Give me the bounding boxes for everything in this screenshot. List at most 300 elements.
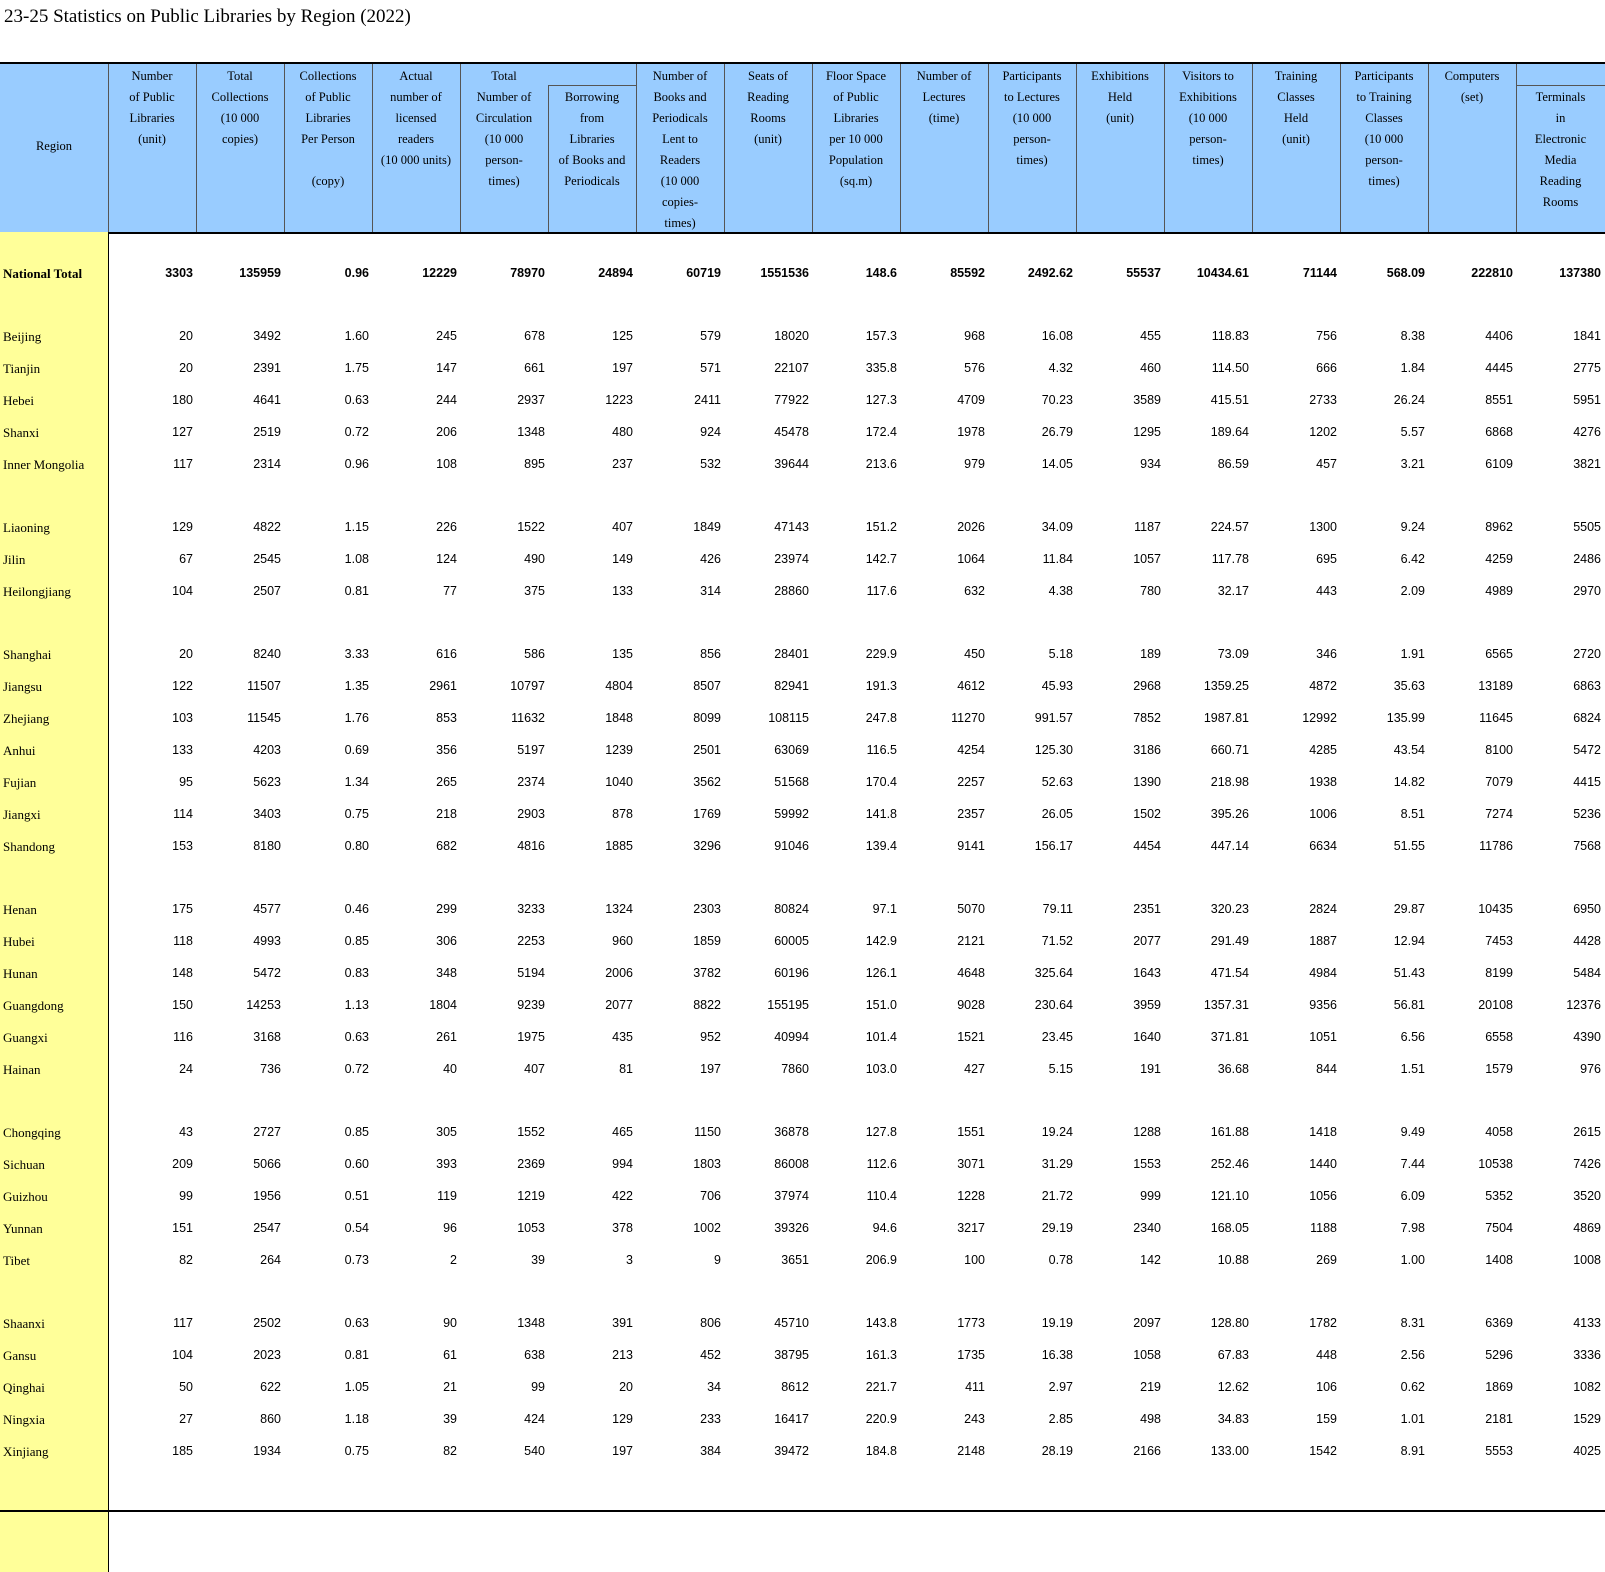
table-row — [0, 799, 1605, 831]
cell-value: 1008 — [1573, 1253, 1601, 1267]
cell-value: 1987.81 — [1203, 711, 1249, 725]
cell-value: 1975 — [517, 1030, 545, 1044]
cell-value: 122 — [172, 679, 193, 693]
header-line: times) — [1016, 153, 1048, 167]
cell-value: 128.80 — [1210, 1316, 1249, 1330]
cell-value: 27 — [179, 1412, 193, 1426]
cell-value: 2615 — [1573, 1125, 1601, 1139]
region-name: Yunnan — [3, 1221, 43, 1236]
cell-value: 82 — [179, 1253, 193, 1267]
cell-value: 4133 — [1573, 1316, 1601, 1330]
region-name: Tianjin — [3, 361, 41, 376]
region-name: Heilongjiang — [3, 584, 71, 599]
cell-value: 1887 — [1309, 934, 1337, 948]
cell-value: 82941 — [774, 679, 809, 693]
header-line: Libraries — [305, 111, 351, 125]
cell-value: 1359.25 — [1203, 679, 1249, 693]
statistics-table — [0, 62, 1605, 234]
header-col-8 — [724, 64, 812, 232]
cell-value: 2.09 — [1400, 584, 1425, 598]
cell-value: 23.45 — [1041, 1030, 1073, 1044]
cell-value: 2727 — [253, 1125, 281, 1139]
cell-value: 2374 — [517, 775, 545, 789]
cell-value: 9356 — [1309, 998, 1337, 1012]
region-name: Guangxi — [3, 1030, 48, 1045]
cell-value: 52.63 — [1041, 775, 1073, 789]
cell-value: 1551536 — [760, 266, 809, 280]
table-row — [0, 1054, 1605, 1086]
header-line: Collections — [299, 69, 357, 83]
cell-value: 5472 — [253, 966, 281, 980]
table-row — [0, 703, 1605, 735]
cell-value: 0.63 — [344, 1030, 369, 1044]
cell-value: 1804 — [429, 998, 457, 1012]
cell-value: 4984 — [1309, 966, 1337, 980]
cell-value: 1521 — [957, 1030, 985, 1044]
cell-value: 1956 — [253, 1189, 281, 1203]
cell-value: 10797 — [510, 679, 545, 693]
region-name: Hubei — [3, 934, 35, 949]
cell-value: 16.38 — [1041, 1348, 1073, 1362]
cell-value: 895 — [524, 457, 545, 471]
cell-value: 151.0 — [865, 998, 897, 1012]
cell-value: 1803 — [693, 1157, 721, 1171]
cell-value: 206 — [436, 425, 457, 439]
header-line: times) — [488, 174, 520, 188]
table-row — [0, 385, 1605, 417]
cell-value: 38795 — [774, 1348, 809, 1362]
cell-value: 78970 — [510, 266, 545, 280]
table-row — [0, 1117, 1605, 1149]
cell-value: 1782 — [1309, 1316, 1337, 1330]
header-line: Libraries — [833, 111, 879, 125]
cell-value: 55537 — [1126, 266, 1161, 280]
header-line: (unit) — [1106, 111, 1134, 125]
cell-value: 5484 — [1573, 966, 1601, 980]
cell-value: 1522 — [517, 520, 545, 534]
cell-value: 22107 — [774, 361, 809, 375]
cell-value: 11632 — [511, 711, 545, 725]
cell-value: 7274 — [1485, 807, 1513, 821]
cell-value: 117 — [173, 1316, 193, 1330]
cell-value: 457 — [1316, 457, 1337, 471]
header-line: Total — [491, 69, 517, 83]
cell-value: 135959 — [239, 266, 281, 280]
table-row — [0, 1436, 1605, 1468]
cell-value: 860 — [260, 1412, 281, 1426]
cell-value: 11270 — [951, 711, 985, 725]
cell-value: 411 — [965, 1380, 985, 1394]
cell-value: 56.81 — [1393, 998, 1425, 1012]
region-name: Hunan — [3, 966, 38, 981]
header-line: Readers — [659, 153, 701, 167]
cell-value: 375 — [524, 584, 545, 598]
region-name: Fujian — [3, 775, 37, 790]
table-row — [0, 1213, 1605, 1245]
region-name: Hebei — [3, 393, 35, 408]
cell-value: 153 — [172, 839, 193, 853]
cell-value: 1773 — [957, 1316, 985, 1330]
cell-value: 101.4 — [865, 1030, 897, 1044]
cell-value: 112.6 — [866, 1157, 897, 1171]
cell-value: 5296 — [1485, 1348, 1513, 1362]
cell-value: 0.54 — [344, 1221, 369, 1235]
cell-value: 7.98 — [1400, 1221, 1425, 1235]
cell-value: 189.64 — [1210, 425, 1249, 439]
header-line: Held — [1283, 111, 1309, 125]
header-line: (time) — [928, 111, 960, 125]
region-name: Liaoning — [3, 520, 50, 535]
table-row — [0, 894, 1605, 926]
cell-value: 14253 — [246, 998, 281, 1012]
header-line: of Public — [305, 90, 351, 104]
cell-value: 100 — [964, 1253, 985, 1267]
cell-value: 108 — [436, 457, 457, 471]
cell-value: 378 — [612, 1221, 633, 1235]
cell-value: 1.15 — [344, 520, 369, 534]
cell-value: 424 — [524, 1412, 545, 1426]
cell-value: 77 — [443, 584, 457, 598]
cell-value: 12376 — [1566, 998, 1601, 1012]
cell-value: 3303 — [165, 266, 193, 280]
header-line: Number of — [476, 90, 532, 104]
cell-value: 45478 — [774, 425, 809, 439]
cell-value: 571 — [700, 361, 721, 375]
table-row — [0, 417, 1605, 449]
cell-value: 1295 — [1133, 425, 1161, 439]
cell-value: 1.01 — [1400, 1412, 1425, 1426]
header-line: of Public — [833, 90, 879, 104]
header-line: times) — [664, 216, 696, 230]
cell-value: 4285 — [1309, 743, 1337, 757]
cell-value: 4612 — [957, 679, 985, 693]
cell-value: 2314 — [253, 457, 281, 471]
cell-value: 2023 — [253, 1348, 281, 1362]
cell-value: 3589 — [1133, 393, 1161, 407]
cell-value: 35.63 — [1393, 679, 1425, 693]
cell-value: 13189 — [1478, 679, 1513, 693]
header-col-17 — [1516, 64, 1605, 232]
header-line: Exhibitions — [1179, 90, 1237, 104]
cell-value: 586 — [524, 647, 545, 661]
table-row — [0, 353, 1605, 385]
cell-value: 16417 — [774, 1412, 809, 1426]
cell-value: 3233 — [517, 902, 545, 916]
header-line: Collections — [211, 90, 269, 104]
table-row — [0, 1149, 1605, 1181]
cell-value: 1.84 — [1400, 361, 1425, 375]
cell-value: 168.05 — [1210, 1221, 1249, 1235]
cell-value: 8.91 — [1400, 1444, 1425, 1458]
cell-value: 229.9 — [865, 647, 897, 661]
cell-value: 43 — [179, 1125, 193, 1139]
region-name: Tibet — [3, 1253, 30, 1268]
cell-value: 127.3 — [865, 393, 897, 407]
cell-value: 532 — [700, 457, 721, 471]
header-line: person- — [1189, 132, 1227, 146]
cell-value: 2391 — [253, 361, 281, 375]
header-line: Borrowing — [564, 90, 620, 104]
cell-value: 73.09 — [1217, 647, 1249, 661]
cell-value: 95 — [179, 775, 193, 789]
table-row — [0, 1308, 1605, 1340]
cell-value: 71144 — [1302, 266, 1337, 280]
cell-value: 5.57 — [1400, 425, 1425, 439]
cell-value: 11.84 — [1042, 552, 1073, 566]
cell-value: 6369 — [1485, 1316, 1513, 1330]
cell-value: 119 — [437, 1189, 457, 1203]
cell-value: 172.4 — [865, 425, 897, 439]
cell-value: 125 — [612, 329, 633, 343]
cell-value: 197 — [612, 1444, 633, 1458]
header-line — [548, 66, 636, 87]
cell-value: 137380 — [1559, 266, 1601, 280]
cell-value: 8962 — [1485, 520, 1513, 534]
cell-value: 1187 — [1134, 520, 1161, 534]
cell-value: 40994 — [774, 1030, 809, 1044]
table-row — [0, 926, 1605, 958]
cell-value: 3520 — [1573, 1189, 1601, 1203]
cell-value: 3336 — [1573, 1348, 1601, 1362]
cell-value: 305 — [436, 1125, 457, 1139]
cell-value: 1502 — [1133, 807, 1161, 821]
cell-value: 450 — [964, 647, 985, 661]
cell-value: 86008 — [774, 1157, 809, 1171]
cell-value: 348 — [436, 966, 457, 980]
cell-value: 393 — [436, 1157, 457, 1171]
cell-value: 36878 — [774, 1125, 809, 1139]
cell-value: 1869 — [1485, 1380, 1513, 1394]
cell-value: 1.76 — [344, 711, 369, 725]
cell-value: 148.6 — [865, 266, 897, 280]
cell-value: 20 — [179, 329, 193, 343]
cell-value: 3651 — [781, 1253, 809, 1267]
table-header — [0, 62, 1605, 234]
cell-value: 1.34 — [344, 775, 369, 789]
cell-value: 6863 — [1573, 679, 1601, 693]
region-name: Shaanxi — [3, 1316, 45, 1331]
cell-value: 1357.31 — [1203, 998, 1249, 1012]
cell-value: 148 — [172, 966, 193, 980]
header-line: (copy) — [311, 174, 345, 188]
cell-value: 4.32 — [1048, 361, 1073, 375]
cell-value: 21.72 — [1041, 1189, 1073, 1203]
cell-value: 269 — [1316, 1253, 1337, 1267]
cell-value: 219 — [1140, 1380, 1161, 1394]
cell-value: 2303 — [693, 902, 721, 916]
cell-value: 1006 — [1309, 807, 1337, 821]
cell-value: 395.26 — [1210, 807, 1249, 821]
cell-value: 632 — [964, 584, 985, 598]
cell-value: 32.17 — [1217, 584, 1249, 598]
cell-value: 10435 — [1478, 902, 1513, 916]
cell-value: 135 — [612, 647, 633, 661]
table-row — [0, 1372, 1605, 1404]
cell-value: 1223 — [605, 393, 633, 407]
cell-value: 47143 — [774, 520, 809, 534]
header-line: Visitors to — [1182, 69, 1234, 83]
cell-value: 5951 — [1573, 393, 1601, 407]
cell-value: 96 — [443, 1221, 457, 1235]
header-col-6 — [548, 64, 636, 232]
cell-value: 104 — [172, 584, 193, 598]
cell-value: 10.88 — [1217, 1253, 1249, 1267]
cell-value: 9.24 — [1400, 520, 1425, 534]
cell-value: 2121 — [957, 934, 985, 948]
cell-value: 6.09 — [1400, 1189, 1425, 1203]
cell-value: 156.17 — [1034, 839, 1073, 853]
cell-value: 133 — [612, 584, 633, 598]
cell-value: 1288 — [1133, 1125, 1161, 1139]
cell-value: 94.6 — [872, 1221, 897, 1235]
header-line: Classes — [1277, 90, 1315, 104]
cell-value: 133 — [172, 743, 193, 757]
cell-value: 147 — [436, 361, 457, 375]
table-row — [0, 831, 1605, 863]
cell-value: 2775 — [1573, 361, 1601, 375]
cell-value: 455 — [1140, 329, 1161, 343]
cell-value: 6824 — [1573, 711, 1601, 725]
cell-value: 150 — [172, 998, 193, 1012]
cell-value: 252.46 — [1210, 1157, 1249, 1171]
cell-value: 460 — [1140, 361, 1161, 375]
header-line: (10 000 — [220, 111, 260, 125]
cell-value: 79.11 — [1042, 902, 1073, 916]
cell-value: 1.00 — [1400, 1253, 1425, 1267]
cell-value: 2.85 — [1048, 1412, 1073, 1426]
cell-value: 0.78 — [1048, 1253, 1073, 1267]
cell-value: 11545 — [247, 711, 281, 725]
cell-value: 218.98 — [1210, 775, 1249, 789]
cell-value: 237 — [612, 457, 633, 471]
cell-value: 8.38 — [1400, 329, 1425, 343]
cell-value: 5197 — [517, 743, 545, 757]
cell-value: 7568 — [1573, 839, 1601, 853]
cell-value: 114 — [173, 807, 193, 821]
cell-value: 8612 — [781, 1380, 809, 1394]
cell-value: 1051 — [1309, 1030, 1337, 1044]
header-line: Reading — [1539, 174, 1582, 188]
cell-value: 924 — [700, 425, 721, 439]
header-line: Training — [1274, 69, 1318, 83]
header-line: Rooms — [750, 111, 786, 125]
cell-value: 6109 — [1485, 457, 1513, 471]
header-line: times) — [1368, 174, 1400, 188]
header-col-16 — [1428, 64, 1516, 232]
cell-value: 34.09 — [1041, 520, 1073, 534]
cell-value: 209 — [172, 1157, 193, 1171]
cell-value: 2501 — [693, 743, 721, 757]
cell-value: 5194 — [517, 966, 545, 980]
cell-value: 661 — [524, 361, 545, 375]
cell-value: 5623 — [253, 775, 281, 789]
cell-value: 59992 — [774, 807, 809, 821]
cell-value: 1640 — [1133, 1030, 1161, 1044]
header-line: copies) — [221, 132, 259, 146]
cell-value: 540 — [524, 1444, 545, 1458]
cell-value: 108115 — [768, 711, 809, 725]
cell-value: 1938 — [1309, 775, 1337, 789]
header-line: in — [1555, 111, 1566, 125]
cell-value: 4822 — [253, 520, 281, 534]
header-line: (10 000 — [1188, 111, 1228, 125]
cell-value: 197 — [700, 1062, 721, 1076]
cell-value: 5066 — [253, 1157, 281, 1171]
cell-value: 67.83 — [1217, 1348, 1249, 1362]
cell-value: 2970 — [1573, 584, 1601, 598]
cell-value: 4816 — [517, 839, 545, 853]
cell-value: 106 — [1316, 1380, 1337, 1394]
header-line: Number of — [916, 69, 972, 83]
table-row — [0, 671, 1605, 703]
cell-value: 139.4 — [865, 839, 897, 853]
cell-value: 756 — [1316, 329, 1337, 343]
table-row — [0, 639, 1605, 671]
cell-value: 3959 — [1133, 998, 1161, 1012]
cell-value: 222810 — [1471, 266, 1513, 280]
table-row — [0, 1245, 1605, 1277]
cell-value: 780 — [1140, 584, 1161, 598]
cell-value: 114.50 — [1211, 361, 1249, 375]
cell-value: 12.94 — [1393, 934, 1425, 948]
header-col-12 — [1076, 64, 1164, 232]
cell-value: 4445 — [1485, 361, 1513, 375]
cell-value: 968 — [964, 329, 985, 343]
cell-value: 151 — [172, 1221, 193, 1235]
cell-value: 8.51 — [1400, 807, 1425, 821]
cell-value: 127.8 — [865, 1125, 897, 1139]
header-line — [284, 150, 372, 171]
cell-value: 14.05 — [1041, 457, 1073, 471]
cell-value: 371.81 — [1210, 1030, 1249, 1044]
region-name: Anhui — [3, 743, 36, 758]
cell-value: 3168 — [253, 1030, 281, 1044]
region-name: Inner Mongolia — [3, 457, 85, 472]
cell-value: 1552 — [517, 1125, 545, 1139]
cell-value: 0.60 — [344, 1157, 369, 1171]
cell-value: 1.35 — [344, 679, 369, 693]
cell-value: 7453 — [1485, 934, 1513, 948]
region-name: Shanghai — [3, 647, 52, 662]
cell-value: 11507 — [247, 679, 281, 693]
region-name: Jilin — [3, 552, 26, 567]
cell-value: 1390 — [1133, 775, 1161, 789]
cell-value: 1848 — [605, 711, 633, 725]
cell-value: 161.3 — [865, 1348, 897, 1362]
table-bottom-rule — [0, 1510, 1605, 1512]
cell-value: 2077 — [605, 998, 633, 1012]
table-row — [0, 449, 1605, 481]
cell-value: 1239 — [605, 743, 633, 757]
cell-value: 1058 — [1133, 1348, 1161, 1362]
cell-value: 1348 — [517, 425, 545, 439]
cell-value: 1849 — [693, 520, 721, 534]
cell-value: 1300 — [1309, 520, 1337, 534]
cell-value: 2519 — [253, 425, 281, 439]
cell-value: 5505 — [1573, 520, 1601, 534]
cell-value: 2340 — [1133, 1221, 1161, 1235]
cell-value: 2492.62 — [1027, 266, 1073, 280]
cell-value: 1553 — [1133, 1157, 1161, 1171]
region-name: Jiangxi — [3, 807, 41, 822]
cell-value: 43.54 — [1393, 743, 1425, 757]
cell-value: 1841 — [1573, 329, 1601, 343]
cell-value: 265 — [436, 775, 457, 789]
cell-value: 443 — [1316, 584, 1337, 598]
cell-value: 40 — [443, 1062, 457, 1076]
cell-value: 616 — [436, 647, 457, 661]
cell-value: 1040 — [605, 775, 633, 789]
